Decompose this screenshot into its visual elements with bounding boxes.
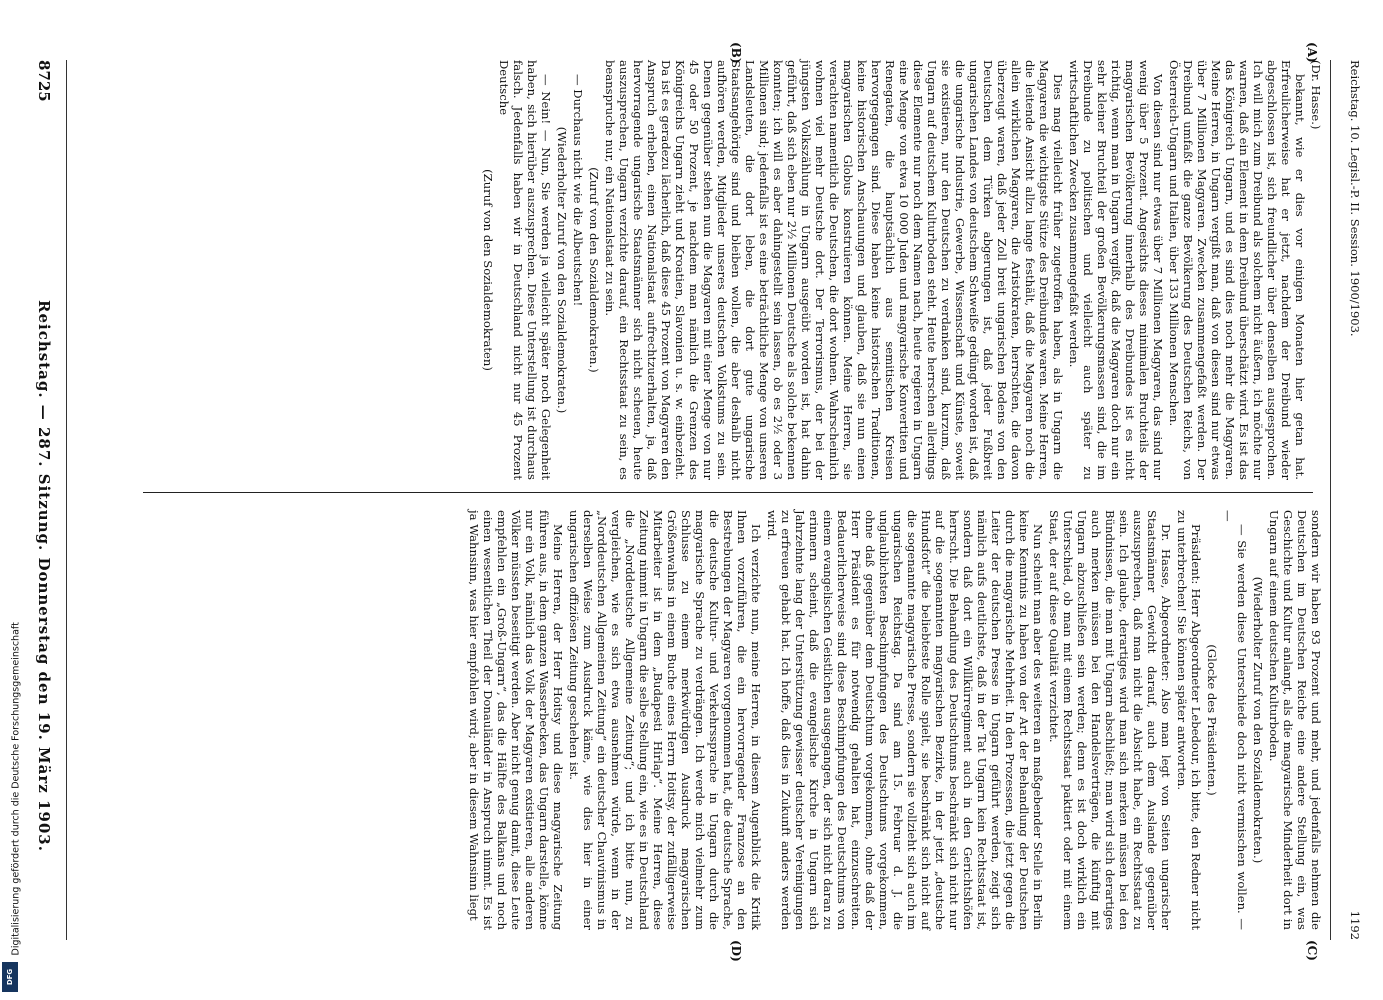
footer-page-number: 1192 xyxy=(1348,910,1362,940)
paragraph: — Nein! — Nun, Sie werden ja vielleicht später noch Gelegenheit haben, sich hierüber auszusprechen. Diese Unterstellung ist durchaus falsch. Jedenfalls haben wir in Deutschland nicht nur 45 Prozent Deutsche xyxy=(497,60,553,480)
paragraph: — Durchaus nicht wie die Albeutschen! xyxy=(571,74,585,307)
interjection: (Glocke des Präsidenten.) xyxy=(1205,644,1219,796)
page-header xyxy=(21,60,61,940)
margin-mark-b: (B) xyxy=(729,42,743,64)
paragraph: bekannt, wie er dies vor einigen Monaten hier getan hat. Erfreulicherweise hat er jetzt, nachdem der Dreibund wieder abgeschlossen ist, sich freundlicher über denselben ausgesprochen. Ich will mich zum Dreibund als solchem nicht äußern, ich möchte nur warnen, daß ein Element in dem Dreibund überschätzt wird. Es ist das das Königreich Ungarn, und es sind dies noch mehr die Magyaren. Meine Herren, in Ungarn vergißt man, daß von diesen sind nur etwas über 7 Millionen Magyaren. Zwecken zusammengefaßt werden. Der Dreibund umfaßt die ganze Bevölkerung des Deutschen Reichs, von Österreich-Ungarn und Italien, über 133 Millionen Menschen. xyxy=(1167,60,1307,480)
paragraph: — Sie werden diese Unterschiede doch nicht vermischen wollen. — — xyxy=(1221,510,1249,930)
interjection: (Zuruf von den Sozialdemokraten) xyxy=(481,169,495,371)
interjection: (Zuruf von den Sozialdemokraten.) xyxy=(587,167,601,373)
interjection: (Wiederholter Zuruf von den Sozialdemokraten.) xyxy=(1251,576,1265,864)
page-footer xyxy=(1338,60,1368,940)
paragraph: Dies mag vielleicht früher zugetroffen haben, als in Ungarn die Magyaren die wichtigste Stütze des Dreibundes waren. Meine Herren, die leitende Ansicht allzu lange festhält, daß die Magyaren noch die allein wirklichen Magyaren, die Aristokraten, herrschten, die davon überzeugt waren, daß jeder Zoll breit ungarischen Bodens von den Deutschen dem Türken abgerungen ist, daß jeder Fußbreit ungarischen Landes von deutschem Schweiße gedüngt worden ist, daß die ungarische Industrie, Gewerbe, Wissenschaft und Künste, soweit sie existieren, nur den Deutschen zu verdanken sind, kurzum, daß Ungarn auf deutschem Kulturboden steht. Heute herrschen allerdings diese Elemente nur noch dem Namen nach, heute regieren in Ungarn eine Menge von etwa 10 000 Juden und magyarische Konvertiten und Renegaten, die hauptsächlich aus semitischen Kreisen hervorgegangen sind. Diese haben keine historischen Traditionen, keine historischen Anschauungen und glauben, daß sie nun einen magyarischen Globus konstruieren können. Meine Herren, sie verachten namentlich die Deutschen, die dort wohnen. Wahrscheinlich wohnen viel mehr Deutsche dort. Der Terrorismus, der bei der jüngsten Volkszählung in Ungarn ausgeübt worden ist, hat dahin geführt, daß sich eben nur 2½ Millionen Deutsche als solche bekennen konnten; ich will es aber dahingestellt sein lassen, ob es 2½ oder 3 Millionen sind; jedenfalls ist es eine beträchtliche Menge von unseren Landsleuten, die dort leben, die dort gute ungarische Staatsangehörige sind und bleiben wollen, die aber deshalb nicht aufhören werden, Mitglieder unseres deutschen Volkstums zu sein. Denen gegenüber stehen nun die Magyaren mit einer Menge von nur 45 oder 50 Prozent, je nachdem man nämlich die Grenzen des Königreichs Ungarn zieht und Kroatien, Slavonien u. s. w. einbezieht. Da ist es geradezu lächerlich, daß diese 45 Prozent von Magyaren den Anspruch erheben, einen Nationalstaat aufrechtzuerhalten, ja, daß hervorragende ungarische Staatsmänner sich nicht scheuen, heute auszusprechen, Ungarn verzichte darauf, ein Rechtsstaat zu sein, es beanspruche nur, ein Nationalstaat zu sein. xyxy=(603,60,1065,480)
dfg-logo xyxy=(2,962,18,992)
paragraph: Von diesen sind nur etwas über 7 Millionen Magyaren, das sind nur wenig über 5 Prozent. Angesichts dieses minimalen Bruchteils der magyarischen Bevölkerung innerhalb des Dreibundes ist es nicht richtig, wenn man in Ungarn vergißt, daß die Magyaren doch nur ein sehr kleiner Bruchteil der großen Bevölkerungsmassen sind, die im Dreibunde zu politischen und vielleicht auch später zu wirtschaftlichen Zwecken zusammengefaßt werden. xyxy=(1067,60,1165,480)
credit-text: Digitalisierung gefördert durch die Deutsche Forschungsgemeinschaft xyxy=(10,622,22,956)
margin-mark-d: (D) xyxy=(729,940,743,962)
paragraph: Meine Herren, der Herr Hoitsy und diese magyarische Zeitung führen aus, in dem ganzen Wasserbecken, das Ungarn darstelle, könne nur ein Volk, nämlich das Volk der Magyaren existieren, alle anderen Völker müssten beseitigt werden. Aber nicht genug damit, diese Leute empfehlen ein „Groß-Ungarn“, das die Hälfte des Balkans und noch einen wesentlichen Theil der Donauländer in Anspruch nimmt. Es ist ja Wahnsinn, was hier empfohlen wird; aber in diesem Wahnsinn liegt xyxy=(467,510,565,930)
footer-session: Reichstag. 10. Legisl.-P. II. Session. 1900/1903. xyxy=(1348,60,1362,337)
interjection: (Wiederholter Zuruf von den Sozialdemokraten.) xyxy=(555,126,569,414)
paragraph: Nun scheint man aber des weiteren an maßgebender Stelle in Berlin keine Kenntnis zu haben von der Art der Behandlung der Deutschen durch die magyarische Mehrheit. In den Prozessen, die jetzt gegen die Leiter der deutschen Presse in Ungarn geführt werden, zeigt sich nämlich aufs deutlichste, daß in der Tat Ungarn kein Rechtsstaat ist, sondern daß dort ein Willkürregiment auch in den Gerichtshöfen herrscht. Die Behandlung des Deutschtums beschränkt sich nicht nur auf die sogenannten magyarischen Bezirke, in der jetzt „deutsche Hundsfott“ die beliebteste Rolle spielt, sie beschränkt sich nicht auf die sogenannte magyarische Presse, sondern sie vollzieht sich auch im ungarischen Reichstag. Da sind am 15. Februar d. J. die unglaublichsten Beschimpfungen des Deutschtums vorgekommen, ohne daß gegenüber dem Deutschtum vorgekommen, ohne daß der Herr Präsident es für notwendig gehalten hat, einzuschreiten. Bedauerlicherweise sind diese Beschimpfungen des Deutschtums von einem evangelischen Geistlichen ausgegangen, der sich nicht daran zu erinnern scheint, daß die evangelische Kirche in Ungarn sich Jahrzehnte lang der Unterstützung gewisser deutscher Vereinigungen zu erfreuen gehabt hat. Ich hoffe, daß dies in Zukunft anders werden wird. xyxy=(765,510,1045,930)
dfg-logo-text: DFG xyxy=(6,968,14,986)
paragraph: Ich verzichte nun, meine Herren, in diesem Augenblick die Kritik Ihnen vorzuführen, die ein hervorragender Franzose an den Bestrebungen der Magyaren vorgenommen hat, die deutsche Sprache, die deutsche Kultur- und Verkehrssprache in Ungarn durch die magyarische Sprache zu verdrängen. Ich werde mich vielmehr zum Schlusse zu einem merkwürdigen Ausdruck magyarischen Größenwahns in einem Buche eines Herrn Hoitsy, der zufälligerweise Mitarbeiter ist in dem „Budapesti Hirlap“. Meine Herren, diese Zeitung nimmt in Ungarn die selbe Stellung ein, wie es in Deutschland die „Norddeutsche Allgemeine Zeitung“; und ich bitte nun, zu vergleichen, wie es sich etwa ausnehmen würde, wenn in der „Norddeutschen Allgemeinen Zeitung“ ein deutscher Chauvinismus in derselben Weise zum Ausdruck käme, wie dies hier in einer ungarischen offiziösen Zeitung geschehen ist. xyxy=(567,510,763,930)
paragraph: Dr. Hasse, Abgeordneter: Also man legt von Seiten ungarischer Staatsmänner Gewicht darauf, auch dem Auslande gegenüber auszusprechen, daß man nicht die Absicht habe, ein Rechtsstaat zu sein. Ich glaube, derartiges wird man sich merken müssen bei den Bündnissen, die man mit Ungarn abschließt; man wird sich derartiges auch merken müssen bei den Handelsverträgen, die künftig mit Ungarn abzuschließen sein werden; denn es ist doch wirklich ein Unterschied, ob man mit einem Rechtsstaat paktiert oder mit einem Staat, der auf diese Qualität verzichtet. xyxy=(1047,510,1173,930)
column-divider xyxy=(143,492,1313,493)
column-left xyxy=(83,60,1323,480)
credit-strip xyxy=(6,140,22,960)
header-page-number: 8725 xyxy=(35,60,53,102)
margin-mark-c: (C) xyxy=(1305,940,1319,961)
margin-mark-a: (A) xyxy=(1305,42,1319,63)
footer-rule xyxy=(1330,60,1331,940)
column-right xyxy=(83,510,1323,930)
paragraph: sondern wir haben 93 Prozent und mehr, und jedenfalls nehmen die Deutschen im Deutschen Reiche eine andere Stellung ein, was Geschichte und Kultur anlangt, als die magyarische Minderheit dort in Ungarn auf einem deutschen Kulturboden. xyxy=(1267,510,1323,930)
paragraph: Präsident: Herr Abgeordneter Lebedour, ich bitte, den Redner nicht zu unterbrechen! Sie können später antworten. xyxy=(1175,510,1203,930)
header-title: Reichstag. — 287. Sitzung. Donnerstag den 19. März 1903. xyxy=(35,300,53,852)
header-rule xyxy=(66,60,67,940)
speaker-heading: (Dr. Hasse.) xyxy=(1309,60,1323,130)
